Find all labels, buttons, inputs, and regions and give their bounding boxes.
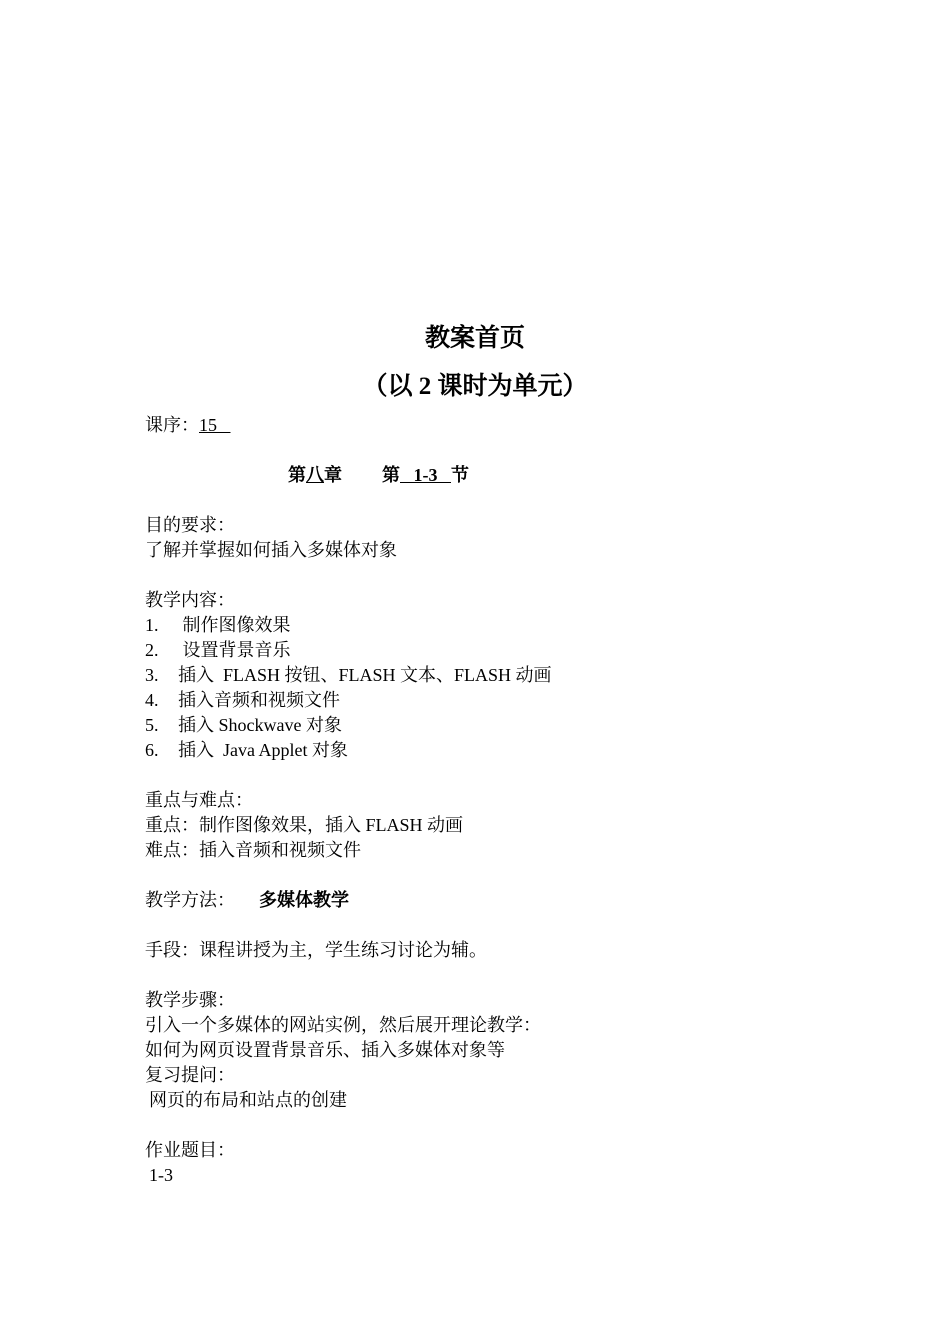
method-label: 教学方法： [145, 890, 235, 910]
content-label: 教学内容： [145, 590, 235, 610]
method-value: 多媒体教学 [259, 890, 349, 910]
review-text: 网页的布局和站点的创建 [149, 1090, 347, 1110]
homework-label: 作业题目： [145, 1140, 235, 1160]
course-order-value: 15 [199, 415, 231, 435]
chapter-prefix: 第 [288, 465, 306, 485]
section-prefix: 第 [382, 465, 400, 485]
difficulty-text: 难点：插入音频和视频文件 [145, 840, 361, 860]
review-label: 复习提问： [145, 1065, 235, 1085]
list-item [145, 663, 552, 688]
page-title: 教案首页 [424, 325, 525, 352]
list-item-number: 2. [145, 640, 159, 660]
course-order-line [145, 413, 231, 438]
list-item-text: 制作图像效果 [178, 615, 291, 635]
list-item-text: 插入 Java Applet 对象 [178, 740, 348, 760]
list-item-text: 插入 Shockwave 对象 [178, 715, 342, 735]
list-item [145, 688, 340, 713]
list-item-number: 4. [145, 690, 159, 710]
objective-label: 目的要求： [145, 515, 235, 535]
list-item [145, 638, 291, 663]
list-item-text: 插入 FLASH 按钮、FLASH 文本、FLASH 动画 [178, 665, 552, 685]
chapter-number: 八 [306, 465, 324, 485]
chapter-suffix: 章 [324, 465, 342, 485]
list-item-text: 插入音频和视频文件 [178, 690, 340, 710]
list-item-text: 设置背景音乐 [178, 640, 291, 660]
means-text: 手段：课程讲授为主，学生练习讨论为辅。 [145, 940, 487, 960]
key-points-label: 重点与难点： [145, 790, 253, 810]
method-line [145, 888, 349, 913]
objective-text: 了解并掌握如何插入多媒体对象 [145, 540, 397, 560]
list-item [145, 713, 342, 738]
steps-label: 教学步骤： [145, 990, 235, 1010]
section-suffix: 节 [451, 465, 469, 485]
list-item [145, 613, 291, 638]
list-item-number: 1. [145, 615, 159, 635]
list-item-number: 3. [145, 665, 159, 685]
list-item-number: 6. [145, 740, 159, 760]
list-item-number: 5. [145, 715, 159, 735]
list-item [145, 738, 348, 763]
steps-line-1: 引入一个多媒体的网站实例，然后展开理论教学： [145, 1015, 541, 1035]
section-value: 1-3 [400, 465, 451, 485]
chapter-section-line [288, 463, 469, 488]
homework-text: 1-3 [149, 1165, 173, 1185]
course-order-label: 课序： [145, 415, 199, 435]
page-subtitle: （以 2 课时为单元） [362, 373, 588, 400]
steps-line-2: 如何为网页设置背景音乐、插入多媒体对象等 [145, 1040, 505, 1060]
key-point-text: 重点：制作图像效果，插入 FLASH 动画 [145, 815, 464, 835]
